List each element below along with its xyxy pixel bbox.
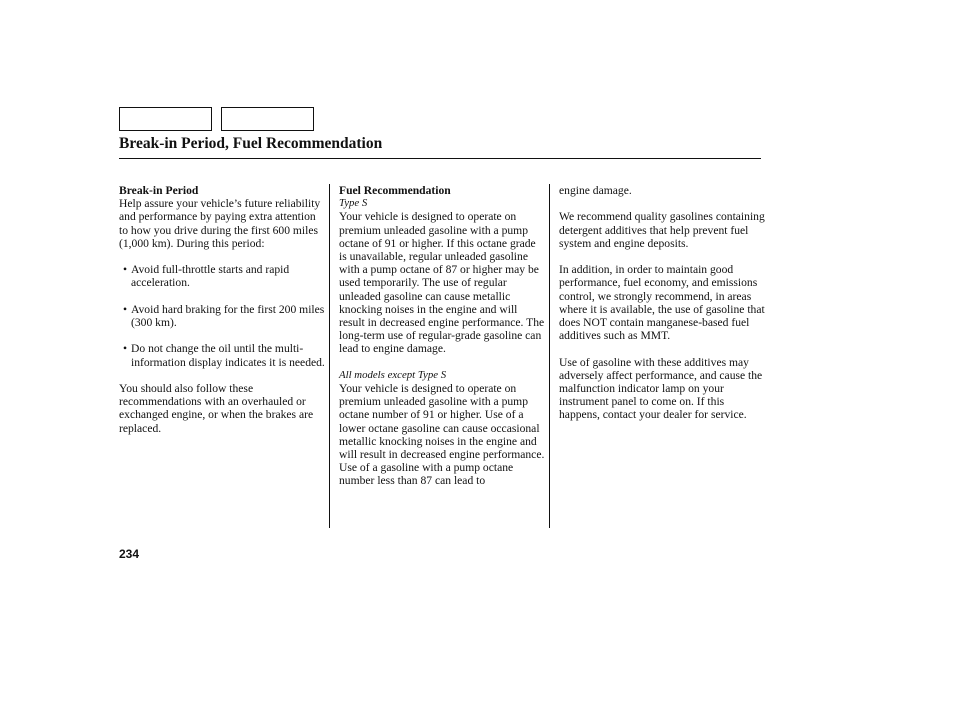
bullet-icon: • xyxy=(123,302,128,316)
bullet-icon: • xyxy=(123,342,128,356)
bullet-text: Avoid hard braking for the first 200 miles (300 km). xyxy=(131,302,325,329)
break-in-intro: Help assure your vehicle’s future reliability and performance by paying extra attention to how you drive during the first 600 miles (1,000 km). During this period: xyxy=(119,197,321,250)
header-tab-box-right xyxy=(221,107,314,131)
other-models-text: Your vehicle is designed to operate on premium unleaded gasoline with a pump octane number of 91 or higher. Use of a lower octane gasoline can cause occasional metallic knocking noises in the engine and will result in decreased engine performance. Use of a gasoline with a pump octane number less than 87 can lead to xyxy=(339,382,545,488)
column-fuel xyxy=(339,184,545,488)
type-s-label: Type S xyxy=(339,197,368,210)
column-divider xyxy=(549,184,550,528)
break-in-bullet-list xyxy=(119,263,325,369)
break-in-heading: Break-in Period xyxy=(119,184,199,197)
mmt-text: In addition, in order to maintain good performance, fuel economy, and emissions control, we strongly recommend, in areas where it is available, the use of gasoline that does NOT contain manganese-based fuel additives such as MMT. xyxy=(559,263,765,343)
list-item xyxy=(119,303,325,329)
bullet-text: Avoid full-throttle starts and rapid acceleration. xyxy=(131,263,290,290)
quality-gasoline-text: We recommend quality gasolines containing detergent additives that help prevent fuel system and engine deposits. xyxy=(559,210,765,250)
bullet-text: Do not change the oil until the multi-information display indicates it is needed. xyxy=(131,342,325,369)
break-in-closing: You should also follow these recommendations with an overhauled or exchanged engine, or when the brakes are replaced. xyxy=(119,381,314,435)
title-rule xyxy=(119,158,761,159)
header-tab-box-left xyxy=(119,107,212,131)
page-number: 234 xyxy=(119,547,140,561)
continued-text: engine damage. xyxy=(559,184,632,197)
other-models-label: All models except Type S xyxy=(339,368,447,381)
column-break-in xyxy=(119,184,325,435)
additives-warning-text: Use of gasoline with these additives may adversely affect performance, and cause the malfunction indicator lamp on your instrument panel to come on. If this happens, contact your dealer for service. xyxy=(559,355,763,422)
type-s-text: Your vehicle is designed to operate on premium unleaded gasoline with a pump octane of 91 or higher. If this octane grade is unavailable, regular unleaded gasoline with a pump octane of 87 or higher may be used temporarily. The use of regular unleaded gasoline can cause metallic knocking noises in the engine and will result in decreased engine performance. The long-term use of regular-grade gasoline can lead to engine damage. xyxy=(339,210,545,356)
column-divider xyxy=(329,184,330,528)
list-item xyxy=(119,342,325,368)
bullet-icon: • xyxy=(123,263,128,277)
page-title: Break-in Period, Fuel Recommendation xyxy=(119,135,383,152)
column-fuel-continued xyxy=(559,184,765,422)
fuel-heading: Fuel Recommendation xyxy=(339,184,451,197)
list-item xyxy=(119,263,325,289)
